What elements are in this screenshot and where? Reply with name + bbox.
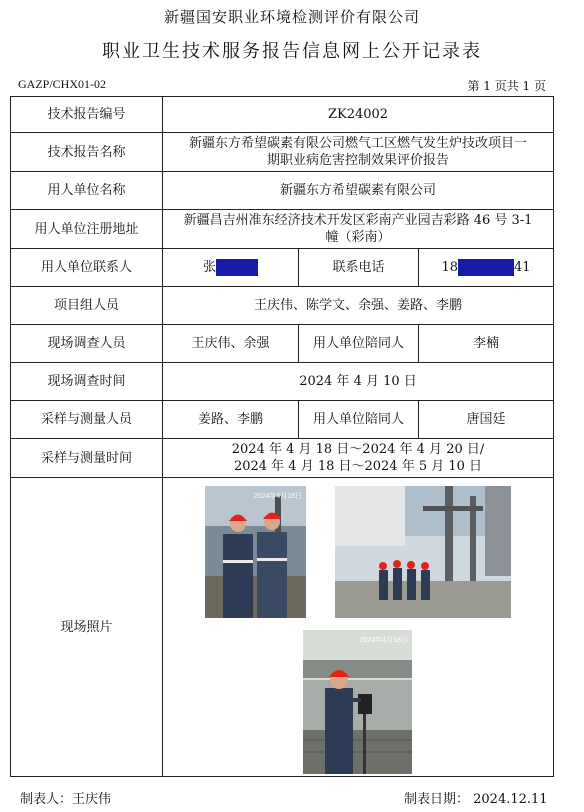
table-maker: 制表人：王庆伟 — [20, 792, 112, 807]
employer-value: 新疆东方希望碳素有限公司 — [163, 172, 554, 210]
team-label: 项目组人员 — [11, 287, 163, 325]
form-title: 职业卫生技术服务报告信息网上公开记录表 — [102, 41, 482, 62]
photos-cell — [163, 478, 554, 777]
survey-accomp-value: 李楠 — [419, 325, 554, 363]
survey-accomp-label: 用人单位陪同人 — [299, 325, 419, 363]
address-label: 用人单位注册地址 — [11, 210, 163, 249]
address-line2: 幢（彩南） — [325, 230, 391, 245]
record-table — [10, 96, 554, 777]
row-contact — [11, 249, 554, 287]
site-photo-measurement — [303, 630, 412, 774]
page-info: 第 1 页共 1 页 — [467, 79, 546, 93]
report-name-value — [163, 133, 554, 172]
sampling-accomp-value: 唐国廷 — [419, 401, 554, 439]
site-photo-group — [335, 486, 511, 618]
photos-label: 现场照片 — [11, 478, 163, 777]
row-employer — [11, 172, 554, 210]
doc-number: GAZP/CHX01-02 — [18, 77, 107, 91]
redaction-block — [216, 259, 258, 276]
redaction-block — [458, 259, 514, 276]
row-address — [11, 210, 554, 249]
report-no-label: 技术报告编号 — [11, 97, 163, 133]
sampling-time-line2: 2024 年 4 月 18 日～2024 年 5 月 10 日 — [233, 459, 483, 474]
site-photo-workers — [205, 486, 306, 618]
sampling-staff-value: 姜路、李鹏 — [163, 401, 299, 439]
row-sampling-staff — [11, 401, 554, 439]
address-line1: 新疆昌吉州准东经济技术开发区彩南产业园吉彩路 46 号 3-1 — [183, 213, 533, 228]
employer-label: 用人单位名称 — [11, 172, 163, 210]
sampling-accomp-label: 用人单位陪同人 — [299, 401, 419, 439]
sampling-staff-label: 采样与测量人员 — [11, 401, 163, 439]
survey-time-label: 现场调查时间 — [11, 363, 163, 401]
sampling-time-value — [163, 439, 554, 478]
survey-staff-value: 王庆伟、余强 — [163, 325, 299, 363]
org-name: 新疆国安职业环境检测评价有限公司 — [163, 8, 420, 26]
row-survey-time — [11, 363, 554, 401]
address-value — [163, 210, 554, 249]
row-report-no — [11, 97, 554, 133]
phone-label: 联系电话 — [299, 249, 419, 287]
row-photos — [11, 478, 554, 777]
report-name-label: 技术报告名称 — [11, 133, 163, 172]
table-date: 制表日期： 2024.12.11 — [404, 792, 548, 807]
row-sampling-time — [11, 439, 554, 478]
sampling-time-label: 采样与测量时间 — [11, 439, 163, 478]
report-name-line2: 期职业病危害控制效果评价报告 — [267, 153, 450, 168]
photo-date-stamp: 2024年4月18日 — [253, 493, 302, 500]
team-value: 王庆伟、陈学文、余强、姜路、李鹏 — [163, 287, 554, 325]
phone-prefix: 18 — [441, 260, 458, 275]
sampling-time-line1: 2024 年 4 月 18 日～2024 年 4 月 20 日/ — [231, 442, 485, 457]
contact-label: 用人单位联系人 — [11, 249, 163, 287]
photo-date-stamp: 2024年4月18日 — [359, 637, 408, 644]
report-name-line1: 新疆东方希望碳素有限公司燃气工区燃气发生炉技改项目一 — [189, 136, 528, 151]
row-report-name — [11, 133, 554, 172]
phone-suffix: 41 — [514, 260, 531, 275]
survey-time-value: 2024 年 4 月 10 日 — [163, 363, 554, 401]
contact-name-visible: 张 — [202, 260, 216, 275]
phone-value — [419, 249, 554, 287]
survey-staff-label: 现场调查人员 — [11, 325, 163, 363]
contact-name — [163, 249, 299, 287]
report-no-value: ZK24002 — [163, 97, 554, 133]
row-survey-staff — [11, 325, 554, 363]
row-team — [11, 287, 554, 325]
